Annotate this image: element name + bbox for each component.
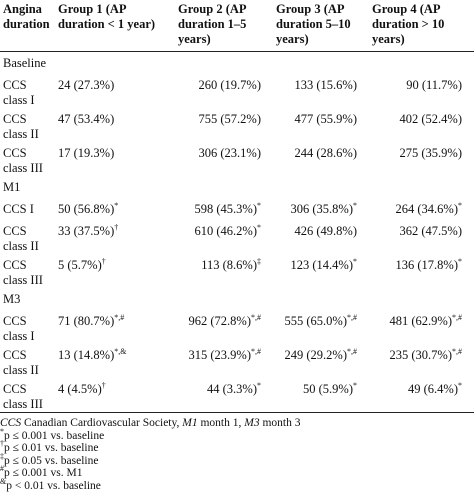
cell-value: 17 (19.3%) xyxy=(58,146,114,160)
abbrev-m1: M1 xyxy=(182,417,197,429)
cell-group-4 xyxy=(369,378,474,413)
significance-marker: ‡ xyxy=(257,257,261,266)
abbrev-ccs: CCS xyxy=(0,417,21,429)
footnote-text: p ≤ 0.001 vs. M1 xyxy=(4,467,83,479)
header-group-2: Group 2 (AP duration 1–5 years) xyxy=(175,0,273,52)
cell-value: 275 (35.9%) xyxy=(400,146,463,160)
significance-marker: * xyxy=(458,257,462,266)
cell-value: 50 (56.8%) xyxy=(58,202,114,216)
cell-value: 264 (34.6%) xyxy=(396,202,459,216)
significance-marker: *,# xyxy=(251,347,261,356)
cell-group-4 xyxy=(369,310,474,344)
cell-value: 136 (17.8%) xyxy=(396,258,459,272)
table-row xyxy=(0,142,474,176)
table-row xyxy=(0,220,474,254)
section-row xyxy=(0,176,474,198)
cell-group-1 xyxy=(55,254,175,288)
cell-value: 90 (11.7%) xyxy=(406,78,462,92)
footnotes xyxy=(0,417,474,492)
row-label: CCS class III xyxy=(0,378,55,413)
cell-group-1 xyxy=(55,74,175,108)
section-row xyxy=(0,52,474,75)
cell-value: 315 (23.9%) xyxy=(189,348,252,362)
cell-group-4 xyxy=(369,254,474,288)
footnote-line xyxy=(0,480,474,492)
cell-value: 113 (8.6%) xyxy=(201,258,257,272)
significance-marker: *,# xyxy=(347,313,357,322)
cell-value: 235 (30.7%) xyxy=(390,348,453,362)
cell-value: 755 (57.2%) xyxy=(199,112,262,126)
cell-group-3 xyxy=(273,74,369,108)
cell-group-2 xyxy=(175,344,273,378)
cell-group-3 xyxy=(273,378,369,413)
significance-marker: * xyxy=(458,381,462,390)
section-row xyxy=(0,288,474,310)
cell-group-4 xyxy=(369,198,474,220)
header-angina-duration: Angina duration xyxy=(0,0,55,52)
cell-group-4 xyxy=(369,142,474,176)
abbrev-ccs-text: Canadian Cardiovascular Society, xyxy=(21,417,182,429)
cell-value: 47 (53.4%) xyxy=(58,112,114,126)
footnote-text: p < 0.01 vs. baseline xyxy=(6,480,101,492)
table-row xyxy=(0,344,474,378)
cell-value: 244 (28.6%) xyxy=(295,146,358,160)
footnote-symbol: * xyxy=(0,427,4,436)
cell-group-3 xyxy=(273,254,369,288)
cell-group-2 xyxy=(175,310,273,344)
abbrev-m1-text: month 1, xyxy=(198,417,245,429)
cell-group-2 xyxy=(175,220,273,254)
cell-group-1 xyxy=(55,142,175,176)
significance-marker: * xyxy=(353,381,357,390)
cell-value: 44 (3.3%) xyxy=(207,382,257,396)
significance-marker: *,# xyxy=(452,313,462,322)
cell-value: 260 (19.7%) xyxy=(199,78,262,92)
cell-group-2 xyxy=(175,198,273,220)
footnote-symbol: # xyxy=(0,464,4,473)
significance-marker: * xyxy=(353,257,357,266)
cell-group-3 xyxy=(273,198,369,220)
significance-marker: † xyxy=(102,381,106,390)
footnote-line xyxy=(0,467,474,480)
cell-group-3 xyxy=(273,344,369,378)
section-title: Baseline xyxy=(0,52,474,75)
table-row xyxy=(0,74,474,108)
cell-group-1 xyxy=(55,344,175,378)
significance-marker: *,# xyxy=(114,313,124,322)
header-group-1: Group 1 (AP duration < 1 year) xyxy=(55,0,175,52)
significance-marker: *,# xyxy=(251,313,261,322)
cell-value: 5 (5.7%) xyxy=(58,258,102,272)
footnote-symbol: † xyxy=(0,439,4,448)
significance-marker: * xyxy=(114,201,118,210)
significance-marker: * xyxy=(257,201,261,210)
footnote-line xyxy=(0,430,474,443)
significance-marker: * xyxy=(458,201,462,210)
cell-group-3 xyxy=(273,220,369,254)
cell-value: 49 (6.4%) xyxy=(408,382,458,396)
table-body xyxy=(0,52,474,413)
footnote-line xyxy=(0,455,474,468)
row-label: CCS class III xyxy=(0,254,55,288)
table-row xyxy=(0,198,474,220)
footnote-text: p ≤ 0.01 vs. baseline xyxy=(4,442,98,454)
cell-value: 123 (14.4%) xyxy=(291,258,354,272)
cell-value: 598 (45.3%) xyxy=(195,202,258,216)
cell-value: 477 (55.9%) xyxy=(295,112,358,126)
cell-group-1 xyxy=(55,310,175,344)
cell-value: 402 (52.4%) xyxy=(400,112,463,126)
cell-group-1 xyxy=(55,220,175,254)
cell-group-2 xyxy=(175,254,273,288)
abbrev-m3-text: month 3 xyxy=(260,417,301,429)
significance-marker: *,& xyxy=(114,347,126,356)
cell-value: 13 (14.8%) xyxy=(58,348,114,362)
cell-group-2 xyxy=(175,378,273,413)
cell-group-4 xyxy=(369,344,474,378)
section-title: M1 xyxy=(0,176,474,198)
significance-notes xyxy=(0,430,474,492)
row-label: CCS I xyxy=(0,198,55,220)
cell-group-4 xyxy=(369,108,474,142)
abbreviations-note xyxy=(0,417,474,430)
significance-marker: *,# xyxy=(452,347,462,356)
cell-value: 24 (27.3%) xyxy=(58,78,114,92)
table-row xyxy=(0,378,474,413)
row-label: CCS class I xyxy=(0,74,55,108)
significance-marker: *,# xyxy=(347,347,357,356)
significance-marker: * xyxy=(257,381,261,390)
cell-value: 962 (72.8%) xyxy=(189,314,252,328)
row-label: CCS class II xyxy=(0,108,55,142)
significance-marker: † xyxy=(114,223,118,232)
header-group-4: Group 4 (AP duration > 10 years) xyxy=(369,0,474,52)
cell-group-3 xyxy=(273,108,369,142)
header-group-3: Group 3 (AP duration 5–10 years) xyxy=(273,0,369,52)
cell-value: 133 (15.6%) xyxy=(295,78,358,92)
cell-group-2 xyxy=(175,142,273,176)
table-row xyxy=(0,254,474,288)
footnote-symbol: & xyxy=(0,477,6,486)
cell-value: 362 (47.5%) xyxy=(400,224,463,238)
cell-value: 4 (4.5%) xyxy=(58,382,102,396)
cell-group-3 xyxy=(273,142,369,176)
significance-marker: * xyxy=(353,201,357,210)
cell-group-4 xyxy=(369,220,474,254)
table-row xyxy=(0,310,474,344)
significance-marker: * xyxy=(257,223,261,232)
cell-value: 50 (5.9%) xyxy=(303,382,353,396)
cell-group-2 xyxy=(175,74,273,108)
cell-value: 481 (62.9%) xyxy=(390,314,453,328)
cell-group-1 xyxy=(55,198,175,220)
cell-value: 610 (46.2%) xyxy=(195,224,258,238)
footnote-text: p ≤ 0.001 vs. baseline xyxy=(4,430,104,442)
footnote-text: p ≤ 0.05 vs. baseline xyxy=(4,455,98,467)
cell-group-1 xyxy=(55,378,175,413)
cell-group-2 xyxy=(175,108,273,142)
footnote-symbol: ‡ xyxy=(0,452,4,461)
footnote-line xyxy=(0,442,474,455)
cell-group-4 xyxy=(369,74,474,108)
abbrev-m3: M3 xyxy=(244,417,259,429)
cell-value: 426 (49.8%) xyxy=(295,224,358,238)
section-title: M3 xyxy=(0,288,474,310)
cell-value: 71 (80.7%) xyxy=(58,314,114,328)
significance-marker: † xyxy=(102,257,106,266)
row-label: CCS class I xyxy=(0,310,55,344)
cell-value: 249 (29.2%) xyxy=(285,348,348,362)
cell-value: 555 (65.0%) xyxy=(285,314,348,328)
row-label: CCS class II xyxy=(0,220,55,254)
row-label: CCS class III xyxy=(0,142,55,176)
cell-value: 33 (37.5%) xyxy=(58,224,114,238)
cell-group-3 xyxy=(273,310,369,344)
cell-value: 306 (35.8%) xyxy=(291,202,354,216)
cell-value: 306 (23.1%) xyxy=(199,146,262,160)
header-row xyxy=(0,0,474,52)
cell-group-1 xyxy=(55,108,175,142)
row-label: CCS class II xyxy=(0,344,55,378)
table-row xyxy=(0,108,474,142)
